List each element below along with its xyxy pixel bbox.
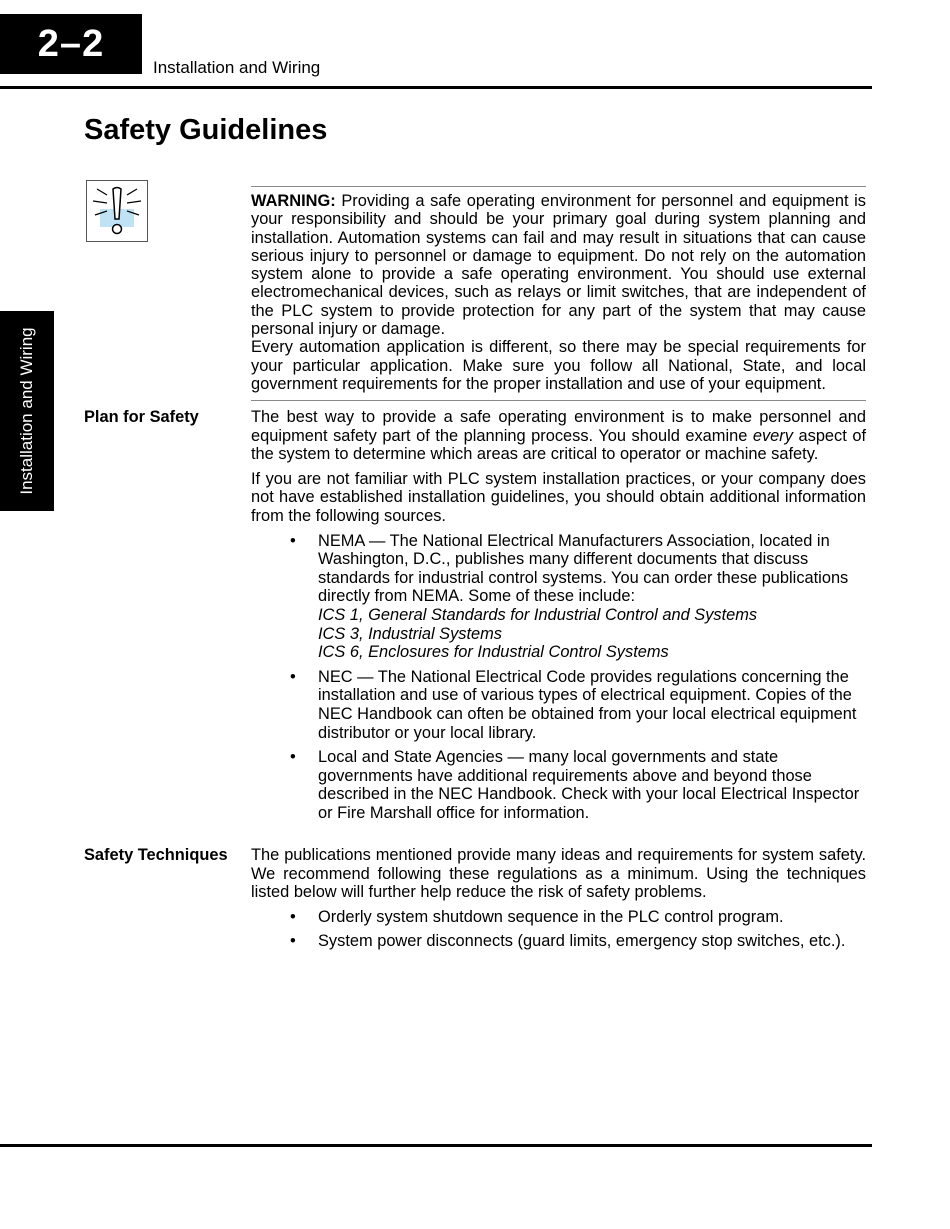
list-item-nec xyxy=(251,668,866,742)
bullet-icon: • xyxy=(290,932,296,951)
warning-block xyxy=(251,186,866,401)
nema-citation: ICS 1, General Standards for Industrial Control and Systems xyxy=(318,605,758,624)
header-rule xyxy=(0,86,872,89)
warning-label: WARNING: xyxy=(251,192,336,210)
section-title: Safety Guidelines xyxy=(84,114,328,146)
techniques-paragraph: The publications mentioned provide many ideas and requirements for system safety. We recommend following these regulations as a minimum. Using the techniques listed below will further help reduce the risk of safety problems. xyxy=(251,846,866,902)
list-item-local-agencies xyxy=(251,748,866,822)
list-item: • Orderly system shutdown sequence in the PLC control program. xyxy=(290,907,784,926)
plan-for-safety-heading: Plan for Safety xyxy=(84,408,199,426)
list-item: • System power disconnects (guard limits, emergency stop switches, etc.). xyxy=(290,932,846,951)
footer-rule xyxy=(0,1144,872,1147)
plan-for-safety-body xyxy=(251,408,866,828)
side-tab-label: Installation and Wiring xyxy=(17,327,36,495)
nema-text: NEMA — The National Electrical Manufacturers Association, located in Washington, D.C., publishes many different documents that discuss standards for industrial control systems. You can order these publications directly from NEMA. Some of these include: xyxy=(318,531,849,606)
bullet-icon: • xyxy=(290,907,296,926)
plan-paragraph-2: If you are not familiar with PLC system installation practices, or your company does not have established installation guidelines, you should obtain additional information from the following sources. xyxy=(251,469,866,525)
warning-text: Providing a safe operating environment for personnel and equipment is your responsibility and should be your primary goal during system planning and installation. Automation systems can fail and may result in situations that can cause serious injury to personnel or damage to equipment. Do not rely on the automation system alone to provide a safe operating environment. You should use external electromechanical devices, such as relays or limit switches, that are independent of the PLC system to provide protection for any part of the system that may cause personal injury or damage. xyxy=(251,192,866,339)
nema-citation: ICS 6, Enclosures for Industrial Control Systems xyxy=(318,643,669,662)
safety-techniques-heading: Safety Techniques xyxy=(84,846,228,864)
techniques-list xyxy=(251,908,866,951)
page-number: 2–2 xyxy=(0,14,142,74)
list-item-nema xyxy=(251,532,866,662)
side-tab xyxy=(0,311,54,511)
bullet-icon: • xyxy=(290,531,296,550)
bullet-icon: • xyxy=(290,667,296,686)
warning-paragraph xyxy=(251,192,866,338)
warning-exclamation-icon xyxy=(86,180,148,242)
plan-paragraph-1: The best way to provide a safe operating environment is to make personnel and equipment safety part of the planning process. You should examine every aspect of the system to determine which areas are critical to operator or machine safety. xyxy=(251,408,867,464)
safety-techniques-body xyxy=(251,846,866,957)
bullet-icon: • xyxy=(290,748,296,767)
chapter-title: Installation and Wiring xyxy=(153,58,321,77)
local-agencies-text: Local and State Agencies — many local governments and state governments have additional requirements above and beyond those described in the NEC Handbook. Check with your local Electrical Inspector or Fire Marshall office for information. xyxy=(318,748,860,822)
sources-list xyxy=(251,532,866,823)
nec-text: NEC — The National Electrical Code provides regulations concerning the installation and use of various types of electrical equipment. Copies of the NEC Handbook can often be obtained from your local electrical equipment distributor or your local library. xyxy=(318,667,857,742)
warning-paragraph-2: Every automation application is different, so there may be special requirements for your particular application. Make sure you follow all National, State, and local government requirements for the proper installation and use of your equipment. xyxy=(251,338,866,393)
nema-citation: ICS 3, Industrial Systems xyxy=(318,624,503,643)
